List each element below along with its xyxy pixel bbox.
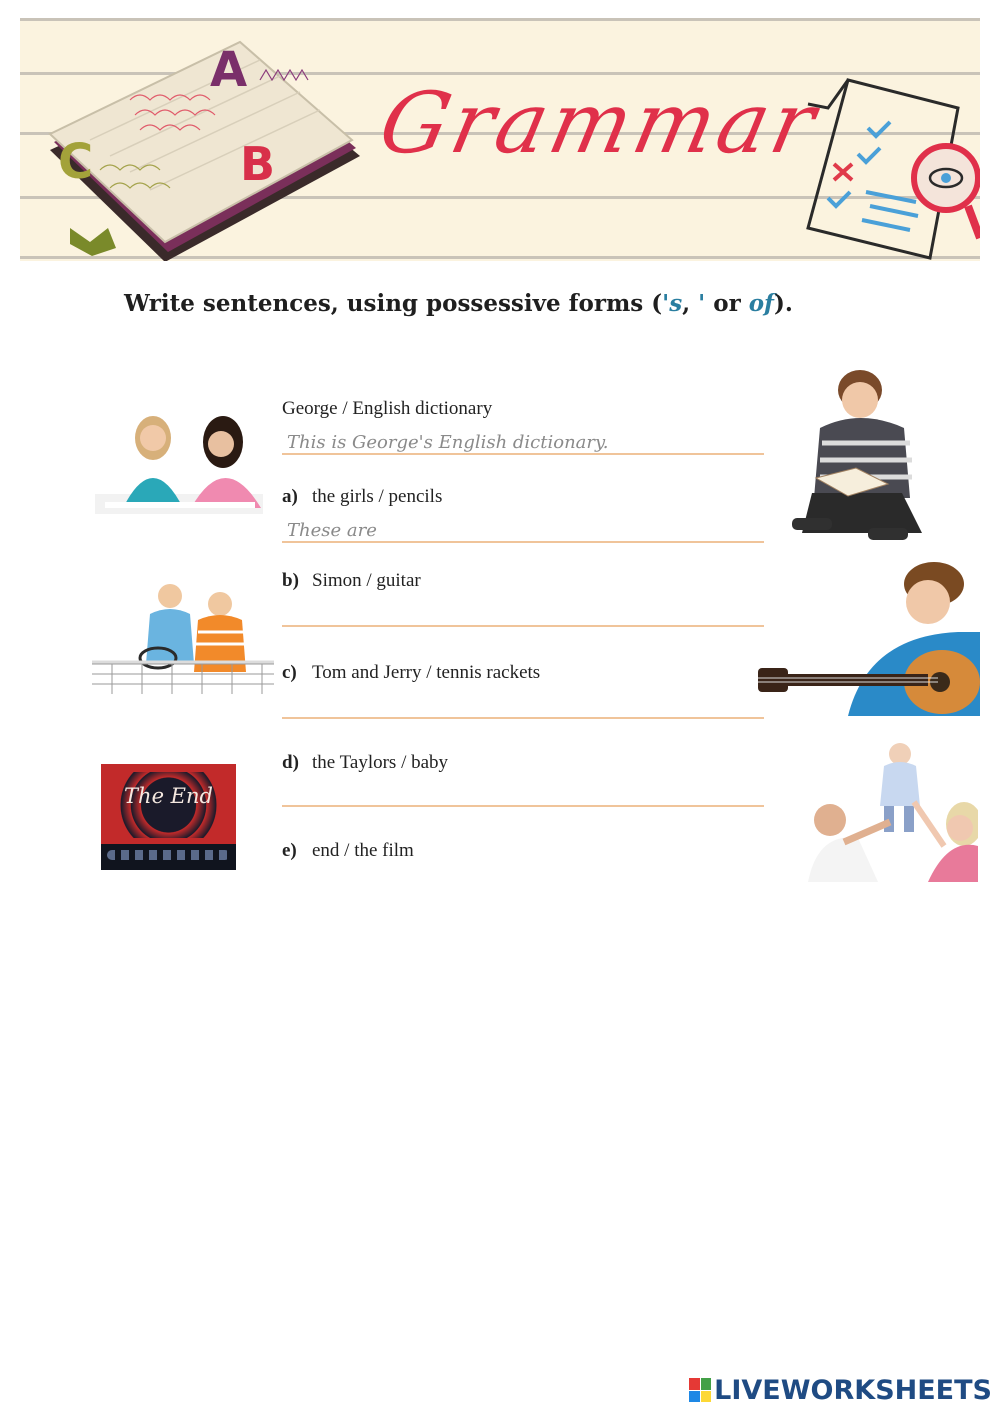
liveworksheets-footer[interactable]: [689, 1374, 992, 1406]
parents-baby-photo: [804, 742, 978, 882]
exercise-a-prompt: a) the girls / pencils: [282, 486, 443, 507]
the-end-sign: The End: [124, 784, 213, 808]
letter-b: B: [240, 137, 276, 191]
exercise-a-answer-field[interactable]: These are: [282, 513, 764, 543]
boys-tennis-photo: [92, 582, 274, 694]
exercise-example-answer: This is George's English dictionary.: [282, 425, 764, 455]
liveworksheets-brand: LIVEWORKSHEETS: [714, 1374, 992, 1406]
exercise-c-answer-field[interactable]: [282, 689, 764, 719]
exercise-e-prompt: e) end / the film: [282, 840, 414, 861]
the-end-cinema-photo: [101, 764, 236, 870]
letter-c: C: [58, 134, 94, 190]
banner-title: Grammar: [371, 74, 828, 172]
exercise-b-prompt: b) Simon / guitar: [282, 570, 421, 591]
exercise-d-prompt: d) the Taylors / baby: [282, 752, 449, 773]
boy-guitar-photo: [758, 560, 980, 716]
exercise-example-prompt: George / English dictionary: [282, 398, 493, 419]
exercise-b-answer-field[interactable]: [282, 597, 764, 627]
exercise-d-answer-field[interactable]: [282, 777, 764, 807]
grammar-banner: [20, 18, 980, 261]
liveworksheets-logo-icon: [689, 1378, 711, 1402]
checklist-magnifier-icon: [798, 68, 980, 261]
exercise-c-prompt: c) Tom and Jerry / tennis rackets: [282, 662, 541, 683]
letter-a: A: [210, 42, 248, 98]
book-illustration: [30, 30, 375, 261]
exercise-instruction: Write sentences, using possessive forms ('s, ' or of).: [124, 290, 793, 317]
girls-pencils-photo: [95, 398, 263, 514]
boy-dictionary-photo: [792, 368, 922, 552]
